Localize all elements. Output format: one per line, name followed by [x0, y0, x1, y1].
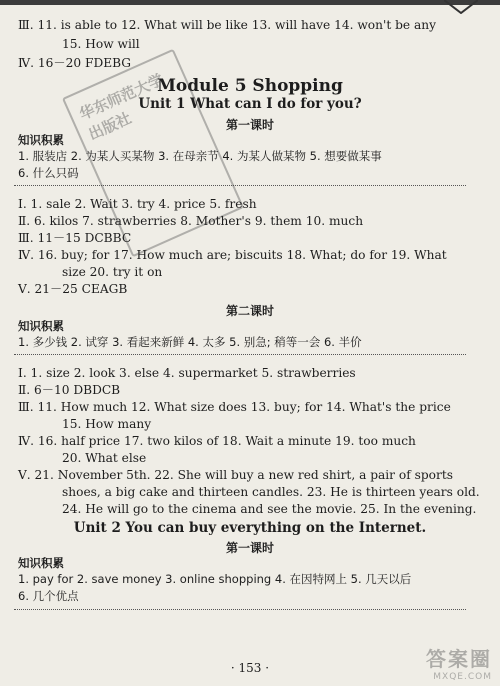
u2l1-knowledge-1: 1. pay for 2. save money 3. online shopping 4. 在因特网上 5. 几天以后: [18, 572, 412, 586]
u1l2-knowledge-1: 1. 多少钱 2. 试穿 3. 看起来新鲜 4. 太多 5. 别急; 稍等一会 6. 半价: [18, 335, 362, 349]
watermark-logo: 答案圈: [426, 647, 492, 671]
u1l2-exercise-2: Ⅱ. 6－10 DBDCB: [18, 383, 121, 397]
u1l2-exercise-6: 20. What else: [62, 451, 147, 465]
u1l2-exercise-5: Ⅳ. 16. half price 17. two kilos of 18. Wait a minute 19. too much: [18, 434, 416, 448]
top-border-band: [0, 0, 500, 5]
u1l1-exercise-4: Ⅳ. 16. buy; for 17. How much are; biscuits 18. What; do for 19. What: [18, 248, 447, 262]
corner-ornament-icon: [444, 0, 478, 14]
u1l1-knowledge-1: 1. 服装店 2. 为某人买某物 3. 在母亲节 4. 为某人做某物 5. 想要做某事: [18, 149, 382, 163]
watermark-url: MXQE.COM: [433, 672, 492, 682]
section-head-knowledge: 知识积累: [18, 133, 64, 147]
u1l2-exercise-1: Ⅰ. 1. size 2. look 3. else 4. supermarket 5. strawberries: [18, 366, 356, 380]
unit2-title: Unit 2 You can buy everything on the Internet.: [73, 520, 427, 536]
module-title: Module 5 Shopping: [157, 76, 343, 96]
u1l2-exercise-8: shoes, a big cake and thirteen candles. 23. He is thirteen years old.: [62, 485, 480, 499]
u1l1-knowledge-2: 6. 什么只码: [18, 166, 79, 180]
stamp-text: 华东师范大学出版社: [76, 70, 167, 144]
u2l1-knowledge-2: 6. 几个优点: [18, 589, 79, 603]
dotted-divider: [14, 609, 466, 610]
page-number: · 153 ·: [230, 661, 270, 675]
header-line-3: Ⅳ. 16－20 FDEBG: [18, 56, 132, 70]
u1l2-exercise-3: Ⅲ. 11. How much 12. What size does 13. buy; for 14. What's the price: [18, 400, 451, 414]
lesson1-label: 第一课时: [225, 541, 274, 555]
u1l1-exercise-1: Ⅰ. 1. sale 2. Wait 3. try 4. price 5. fresh: [18, 197, 257, 211]
u1l1-exercise-2: Ⅱ. 6. kilos 7. strawberries 8. Mother's 9. them 10. much: [18, 214, 364, 228]
u1l1-exercise-5: size 20. try it on: [62, 265, 163, 279]
u1l2-exercise-4: 15. How many: [62, 417, 152, 431]
u1l2-exercise-9: 24. He will go to the cinema and see the movie. 25. In the evening.: [62, 502, 477, 516]
dotted-divider: [14, 185, 466, 186]
dotted-divider: [14, 354, 466, 355]
unit1-title: Unit 1 What can I do for you?: [138, 96, 362, 112]
section-head-knowledge: 知识积累: [18, 319, 64, 333]
u1l1-exercise-6: Ⅴ. 21－25 CEAGB: [18, 282, 128, 296]
u1l1-exercise-3: Ⅲ. 11－15 DCBBC: [18, 231, 132, 245]
header-line-1: Ⅲ. 11. is able to 12. What will be like 13. will have 14. won't be any: [18, 18, 436, 32]
header-line-2: 15. How will: [62, 37, 140, 51]
u1l2-exercise-7: Ⅴ. 21. November 5th. 22. She will buy a new red shirt, a pair of sports: [18, 468, 453, 482]
section-head-knowledge: 知识积累: [18, 556, 64, 570]
watermark: [426, 643, 492, 682]
lesson2-label: 第二课时: [225, 304, 274, 318]
lesson1-label: 第一课时: [225, 118, 274, 132]
